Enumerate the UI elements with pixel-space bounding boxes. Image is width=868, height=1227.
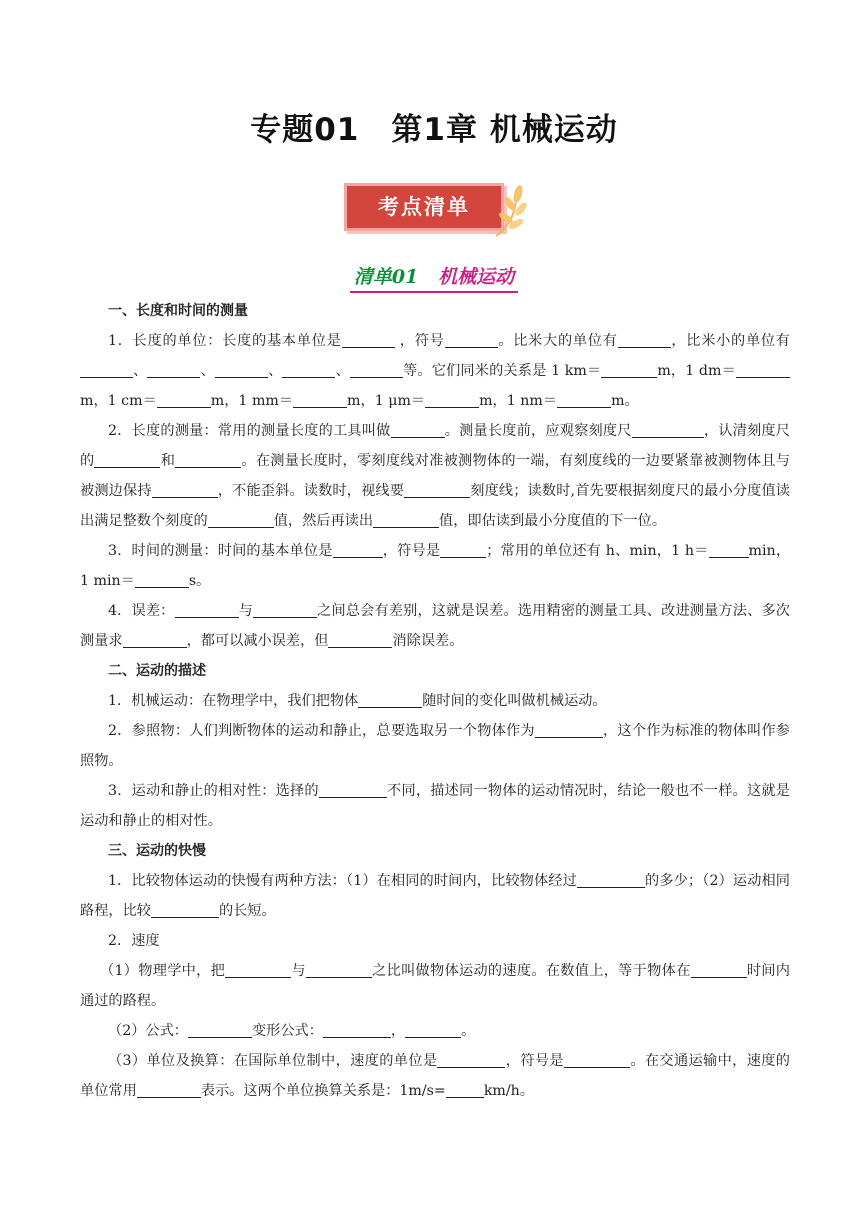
subheading-underline (350, 262, 518, 293)
blank[interactable] (94, 451, 160, 468)
document-title: 专题01 第1章 机械运动 (250, 112, 618, 148)
paragraph: 2．速度 (108, 933, 160, 949)
list-subheading (0, 262, 868, 293)
section-heading: 三、运动的快慢 (108, 843, 206, 859)
paragraph: 1．长度的单位：长度的基本单位是 ，符号 。比米大的单位有 ，比米小的单位有、 、 、 、 等。它们同米的关系是 1 km＝ m，1 dm＝m，1 cm＝ m，1 mm＝ m，1 μm＝ m，1 nm＝ m。 (80, 333, 790, 409)
blank[interactable] (736, 361, 790, 378)
blank[interactable] (175, 451, 241, 468)
section-heading: 一、长度和时间的测量 (108, 303, 248, 319)
blank[interactable] (333, 541, 383, 558)
blank[interactable] (123, 631, 187, 648)
paragraph: 1．机械运动：在物理学中，我们把物体 随时间的变化叫做机械运动。 (108, 693, 607, 709)
blank[interactable] (557, 391, 611, 408)
subheading-topic: 机械运动 (438, 266, 515, 288)
blank[interactable] (535, 721, 603, 738)
blank[interactable] (215, 361, 268, 378)
blank[interactable] (342, 331, 395, 348)
blank[interactable] (405, 1021, 461, 1038)
blank[interactable] (208, 511, 274, 528)
banner-label: 考点清单 (378, 195, 470, 219)
blank[interactable] (293, 391, 347, 408)
blank[interactable] (358, 691, 422, 708)
paragraph: 2．长度的测量：常用的测量长度的工具叫做 。测量长度前，应观察刻度尺 ，认清刻度尺的 和 。在测量长度时，零刻度线对准被测物体的一端，有刻度线的一边要紧靠被测物体且与被测边保持 ，不能歪斜。读数时，视线要 刻度线；读数时,首先要根据刻度尺的最小分度值读出满足整数个刻度的 值，然后再读出 值，即估读到最小分度值的下一位。 (80, 423, 790, 529)
blank[interactable] (618, 331, 671, 348)
blank[interactable] (80, 361, 133, 378)
blank[interactable] (709, 541, 749, 558)
blank[interactable] (404, 481, 470, 498)
blank[interactable] (373, 511, 439, 528)
paragraph: 3．运动和静止的相对性：选择的 不同，描述同一物体的运动情况时，结论一般也不一样。这就是运动和静止的相对性。 (80, 783, 790, 829)
blank[interactable] (440, 541, 486, 558)
blank[interactable] (437, 1051, 505, 1068)
blank[interactable] (632, 421, 704, 438)
blank[interactable] (175, 601, 239, 618)
blank[interactable] (225, 961, 291, 978)
blank[interactable] (157, 391, 211, 408)
paragraph: 3．时间的测量：时间的基本单位是 ，符号是 ；常用的单位还有 h、min，1 h＝ min，1 min＝ s。 (80, 543, 791, 589)
paragraph: （3）单位及换算：在国际单位制中，速度的单位是 ，符号是 。在交通运输中，速度的单位常用 表示。这两个单位换算关系是：1m/s= km/h。 (80, 1053, 790, 1099)
paragraph: 2．参照物：人们判断物体的运动和静止，总要选取另一个物体作为 ，这个作为标准的物体叫作参照物。 (80, 723, 790, 769)
blank[interactable] (306, 961, 372, 978)
topic-banner (338, 178, 533, 244)
paragraph: （2）公式： 变形公式： ， 。 (108, 1023, 476, 1039)
subheading-number: 清单01 (353, 266, 419, 288)
blank[interactable] (691, 961, 747, 978)
section-heading: 二、运动的描述 (108, 663, 206, 679)
blank[interactable] (152, 481, 218, 498)
blank[interactable] (282, 361, 335, 378)
blank[interactable] (601, 361, 657, 378)
paragraph: 1．比较物体运动的快慢有两种方法：（1）在相同的时间内，比较物体经过 的多少；（2）运动相同路程，比较 的长短。 (80, 873, 790, 919)
blank[interactable] (328, 631, 392, 648)
blank[interactable] (319, 781, 387, 798)
blank[interactable] (151, 901, 219, 918)
blank[interactable] (147, 361, 200, 378)
blank[interactable] (188, 1021, 252, 1038)
blank[interactable] (577, 871, 645, 888)
blank[interactable] (446, 1081, 484, 1098)
blank[interactable] (391, 421, 445, 438)
blank[interactable] (425, 391, 479, 408)
blank[interactable] (253, 601, 317, 618)
blank[interactable] (445, 331, 498, 348)
blank[interactable] (323, 1021, 391, 1038)
blank[interactable] (564, 1051, 630, 1068)
laurel-icon (488, 184, 528, 240)
blank[interactable] (135, 571, 189, 588)
paragraph: （1）物理学中，把 与 之比叫做物体运动的速度。在数值上，等于物体在 时间内通过的路程。 (80, 963, 790, 1009)
content-body (80, 296, 790, 1106)
blank[interactable] (350, 361, 403, 378)
paragraph: 4．误差： 与 之间总会有差别，这就是误差。选用精密的测量工具、改进测量方法、多次测量求 ，都可以减小误差，但 消除误差。 (80, 603, 790, 649)
blank[interactable] (137, 1081, 201, 1098)
